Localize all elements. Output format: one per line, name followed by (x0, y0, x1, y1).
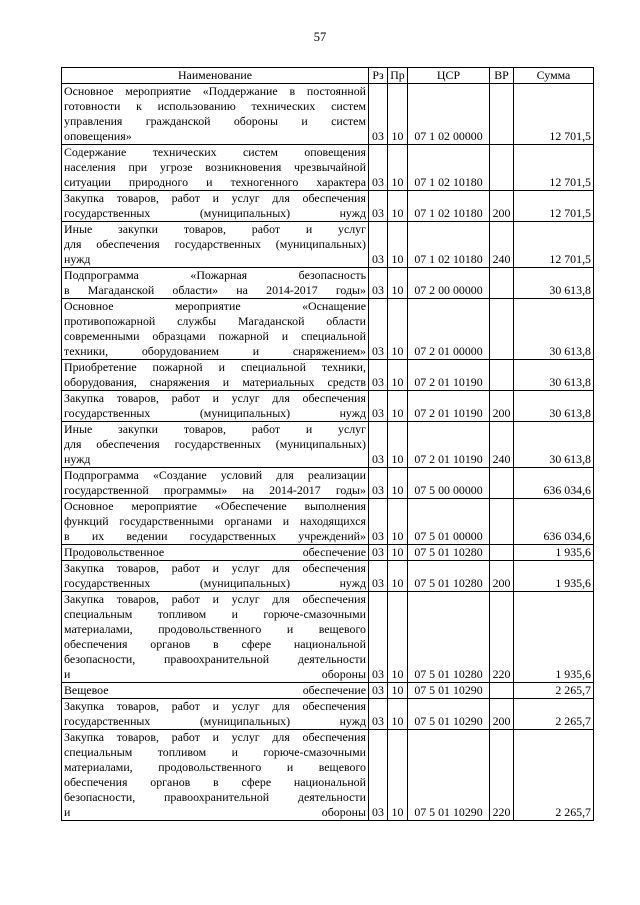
row-name-line: Приобретение пожарной и специальной техники, (64, 360, 366, 374)
row-vr (490, 545, 514, 561)
row-name-line: Содержание технических систем оповещения (64, 145, 366, 159)
table-row (62, 299, 594, 360)
row-name (62, 84, 369, 145)
row-csr: 07 5 01 10290 (408, 730, 490, 821)
row-vr (490, 145, 514, 191)
row-vr (490, 84, 514, 145)
table-row (62, 422, 594, 468)
row-name-line: Подпрограмма «Пожарная безопасность (64, 268, 366, 282)
row-name (62, 422, 369, 468)
row-vr: 240 (490, 222, 514, 268)
row-rz: 03 (369, 391, 388, 422)
row-name-line: государственных (муниципальных) нужд (64, 576, 366, 590)
row-rz: 03 (369, 699, 388, 730)
row-pr: 10 (388, 145, 408, 191)
row-sum: 2 265,7 (514, 683, 594, 699)
row-rz: 03 (369, 545, 388, 561)
row-name-line: нужд (64, 252, 91, 266)
row-rz: 03 (369, 268, 388, 299)
row-name-line: в их ведении государственных учреждений» (64, 529, 366, 543)
row-vr (490, 299, 514, 360)
row-name-line: материалами, продовольственного и вещевого (64, 622, 366, 636)
row-name-line: безопасности, правоохранительной деятельности (64, 790, 366, 804)
row-name (62, 391, 369, 422)
row-name-line: Вещевое обеспечение (64, 683, 366, 697)
row-name-line: для обеспечения государственных (муниципальных) (64, 237, 366, 251)
table-row (62, 683, 594, 699)
table-row (62, 145, 594, 191)
row-name-line: Иные закупки товаров, работ и услуг (64, 222, 366, 236)
row-rz: 03 (369, 145, 388, 191)
row-sum: 636 034,6 (514, 499, 594, 545)
header-rz: Рз (369, 68, 388, 84)
table-row (62, 84, 594, 145)
row-sum: 30 613,8 (514, 268, 594, 299)
row-csr: 07 2 01 00000 (408, 299, 490, 360)
row-vr: 200 (490, 699, 514, 730)
table-row (62, 268, 594, 299)
row-name (62, 499, 369, 545)
row-csr: 07 5 01 10290 (408, 683, 490, 699)
row-name-line: населения при угрозе возникновения чрезвычайной (64, 160, 366, 174)
row-name-line: ситуации природного и техногенного характера (64, 175, 366, 189)
page-number: 57 (313, 30, 327, 44)
row-name-line: в Магаданской области» на 2014-2017 годы» (64, 283, 366, 297)
row-pr: 10 (388, 391, 408, 422)
row-name-line: Закупка товаров, работ и услуг для обеспечения (64, 699, 366, 713)
row-name (62, 268, 369, 299)
row-rz: 03 (369, 592, 388, 683)
header-csr: ЦСР (408, 68, 490, 84)
row-pr: 10 (388, 468, 408, 499)
table-row (62, 699, 594, 730)
row-sum: 12 701,5 (514, 222, 594, 268)
row-name-line: оповещения» (64, 129, 132, 143)
row-vr (490, 360, 514, 391)
row-name (62, 699, 369, 730)
row-vr: 200 (490, 561, 514, 592)
row-name-line: материалами, продовольственного и вещевого (64, 760, 366, 774)
row-name-line: Основное мероприятие «Оснащение (64, 299, 366, 313)
table-row (62, 360, 594, 391)
row-pr: 10 (388, 592, 408, 683)
row-name-line: Основное мероприятие «Обеспечение выполнения (64, 499, 366, 513)
row-name (62, 191, 369, 222)
row-rz: 03 (369, 299, 388, 360)
row-sum: 636 034,6 (514, 468, 594, 499)
row-sum: 30 613,8 (514, 360, 594, 391)
row-name (62, 145, 369, 191)
row-sum: 2 265,7 (514, 730, 594, 821)
row-csr: 07 5 01 10280 (408, 592, 490, 683)
row-rz: 03 (369, 561, 388, 592)
row-name (62, 545, 369, 561)
row-csr: 07 1 02 00000 (408, 84, 490, 145)
row-name-line: готовности к использованию технических систем (64, 99, 366, 113)
row-name-line: нужд (64, 452, 91, 466)
table-row (62, 499, 594, 545)
row-vr (490, 683, 514, 699)
row-name-line: противопожарной службы Магаданской области (64, 314, 366, 328)
row-name-line: техники, оборудованием и снаряжением» (64, 344, 366, 358)
row-pr: 10 (388, 683, 408, 699)
row-pr: 10 (388, 699, 408, 730)
row-name-line: Иные закупки товаров, работ и услуг (64, 422, 366, 436)
row-rz: 03 (369, 360, 388, 391)
row-pr: 10 (388, 561, 408, 592)
row-rz: 03 (369, 422, 388, 468)
row-pr: 10 (388, 84, 408, 145)
row-csr: 07 2 01 10190 (408, 360, 490, 391)
row-csr: 07 1 02 10180 (408, 145, 490, 191)
row-name (62, 222, 369, 268)
row-name-line: оборудования, снаряжения и материальных средств (64, 375, 366, 389)
header-sum: Сумма (514, 68, 594, 84)
row-pr: 10 (388, 268, 408, 299)
row-name (62, 299, 369, 360)
row-sum: 30 613,8 (514, 391, 594, 422)
row-sum: 12 701,5 (514, 191, 594, 222)
row-name-line: функций государственными органами и находящихся (64, 514, 366, 528)
row-csr: 07 2 01 10190 (408, 422, 490, 468)
table-row (62, 391, 594, 422)
table-row (62, 561, 594, 592)
row-csr: 07 5 00 00000 (408, 468, 490, 499)
row-vr: 200 (490, 391, 514, 422)
row-vr: 200 (490, 191, 514, 222)
row-vr: 220 (490, 730, 514, 821)
row-name-line: Закупка товаров, работ и услуг для обеспечения (64, 391, 366, 405)
row-name (62, 592, 369, 683)
row-name-line: управления гражданской обороны и систем (64, 114, 366, 128)
row-name-line: и обороны (64, 805, 366, 819)
row-name (62, 561, 369, 592)
row-csr: 07 5 01 10280 (408, 561, 490, 592)
row-name-line: и обороны (64, 667, 366, 681)
row-rz: 03 (369, 222, 388, 268)
row-vr (490, 268, 514, 299)
row-rz: 03 (369, 191, 388, 222)
row-sum: 30 613,8 (514, 299, 594, 360)
row-csr: 07 2 01 10190 (408, 391, 490, 422)
table-header-row (62, 68, 594, 84)
budget-table (61, 67, 594, 821)
row-vr: 220 (490, 592, 514, 683)
row-name-line: Закупка товаров, работ и услуг для обеспечения (64, 561, 366, 575)
row-name-line: специальным топливом и горюче-смазочными (64, 607, 366, 621)
header-name: Наименование (62, 68, 369, 84)
row-name-line: государственных (муниципальных) нужд (64, 206, 366, 220)
row-sum: 1 935,6 (514, 561, 594, 592)
row-csr: 07 1 02 10180 (408, 222, 490, 268)
row-name-line: Закупка товаров, работ и услуг для обеспечения (64, 730, 366, 744)
row-csr: 07 5 01 10280 (408, 545, 490, 561)
row-csr: 07 5 01 10290 (408, 699, 490, 730)
header-pr: Пр (388, 68, 408, 84)
row-rz: 03 (369, 683, 388, 699)
row-rz: 03 (369, 730, 388, 821)
row-name-line: современными образцами пожарной и специальной (64, 329, 366, 343)
table-row (62, 191, 594, 222)
row-pr: 10 (388, 545, 408, 561)
row-pr: 10 (388, 299, 408, 360)
row-name (62, 468, 369, 499)
table-row (62, 545, 594, 561)
row-name-line: обеспечения органов в сфере национальной (64, 637, 366, 651)
row-name-line: Продовольственное обеспечение (64, 545, 366, 559)
row-rz: 03 (369, 468, 388, 499)
row-csr: 07 5 01 00000 (408, 499, 490, 545)
row-name-line: специальным топливом и горюче-смазочными (64, 745, 366, 759)
table-row (62, 468, 594, 499)
row-sum: 30 613,8 (514, 422, 594, 468)
row-name-line: Закупка товаров, работ и услуг для обеспечения (64, 592, 366, 606)
header-vr: ВР (490, 68, 514, 84)
row-csr: 07 1 02 10180 (408, 191, 490, 222)
row-name-line: государственных (муниципальных) нужд (64, 714, 366, 728)
row-pr: 10 (388, 422, 408, 468)
row-name-line: Закупка товаров, работ и услуг для обеспечения (64, 191, 366, 205)
row-csr: 07 2 00 00000 (408, 268, 490, 299)
row-name (62, 360, 369, 391)
row-rz: 03 (369, 499, 388, 545)
row-name-line: государственной программы» на 2014-2017 годы» (64, 483, 366, 497)
row-pr: 10 (388, 730, 408, 821)
row-vr: 240 (490, 422, 514, 468)
table-row (62, 592, 594, 683)
row-name (62, 683, 369, 699)
row-pr: 10 (388, 360, 408, 391)
row-sum: 12 701,5 (514, 84, 594, 145)
row-sum: 2 265,7 (514, 699, 594, 730)
row-pr: 10 (388, 222, 408, 268)
row-name-line: государственных (муниципальных) нужд (64, 406, 366, 420)
row-name-line: Подпрограмма «Создание условий для реализации (64, 468, 366, 482)
table-row (62, 222, 594, 268)
row-name (62, 730, 369, 821)
row-vr (490, 499, 514, 545)
row-name-line: безопасности, правоохранительной деятельности (64, 652, 366, 666)
row-sum: 12 701,5 (514, 145, 594, 191)
row-name-line: Основное мероприятие «Поддержание в постоянной (64, 84, 366, 98)
table-row (62, 730, 594, 821)
row-sum: 1 935,6 (514, 592, 594, 683)
row-name-line: обеспечения органов в сфере национальной (64, 775, 366, 789)
row-pr: 10 (388, 499, 408, 545)
row-vr (490, 468, 514, 499)
row-sum: 1 935,6 (514, 545, 594, 561)
row-rz: 03 (369, 84, 388, 145)
row-pr: 10 (388, 191, 408, 222)
row-name-line: для обеспечения государственных (муниципальных) (64, 437, 366, 451)
